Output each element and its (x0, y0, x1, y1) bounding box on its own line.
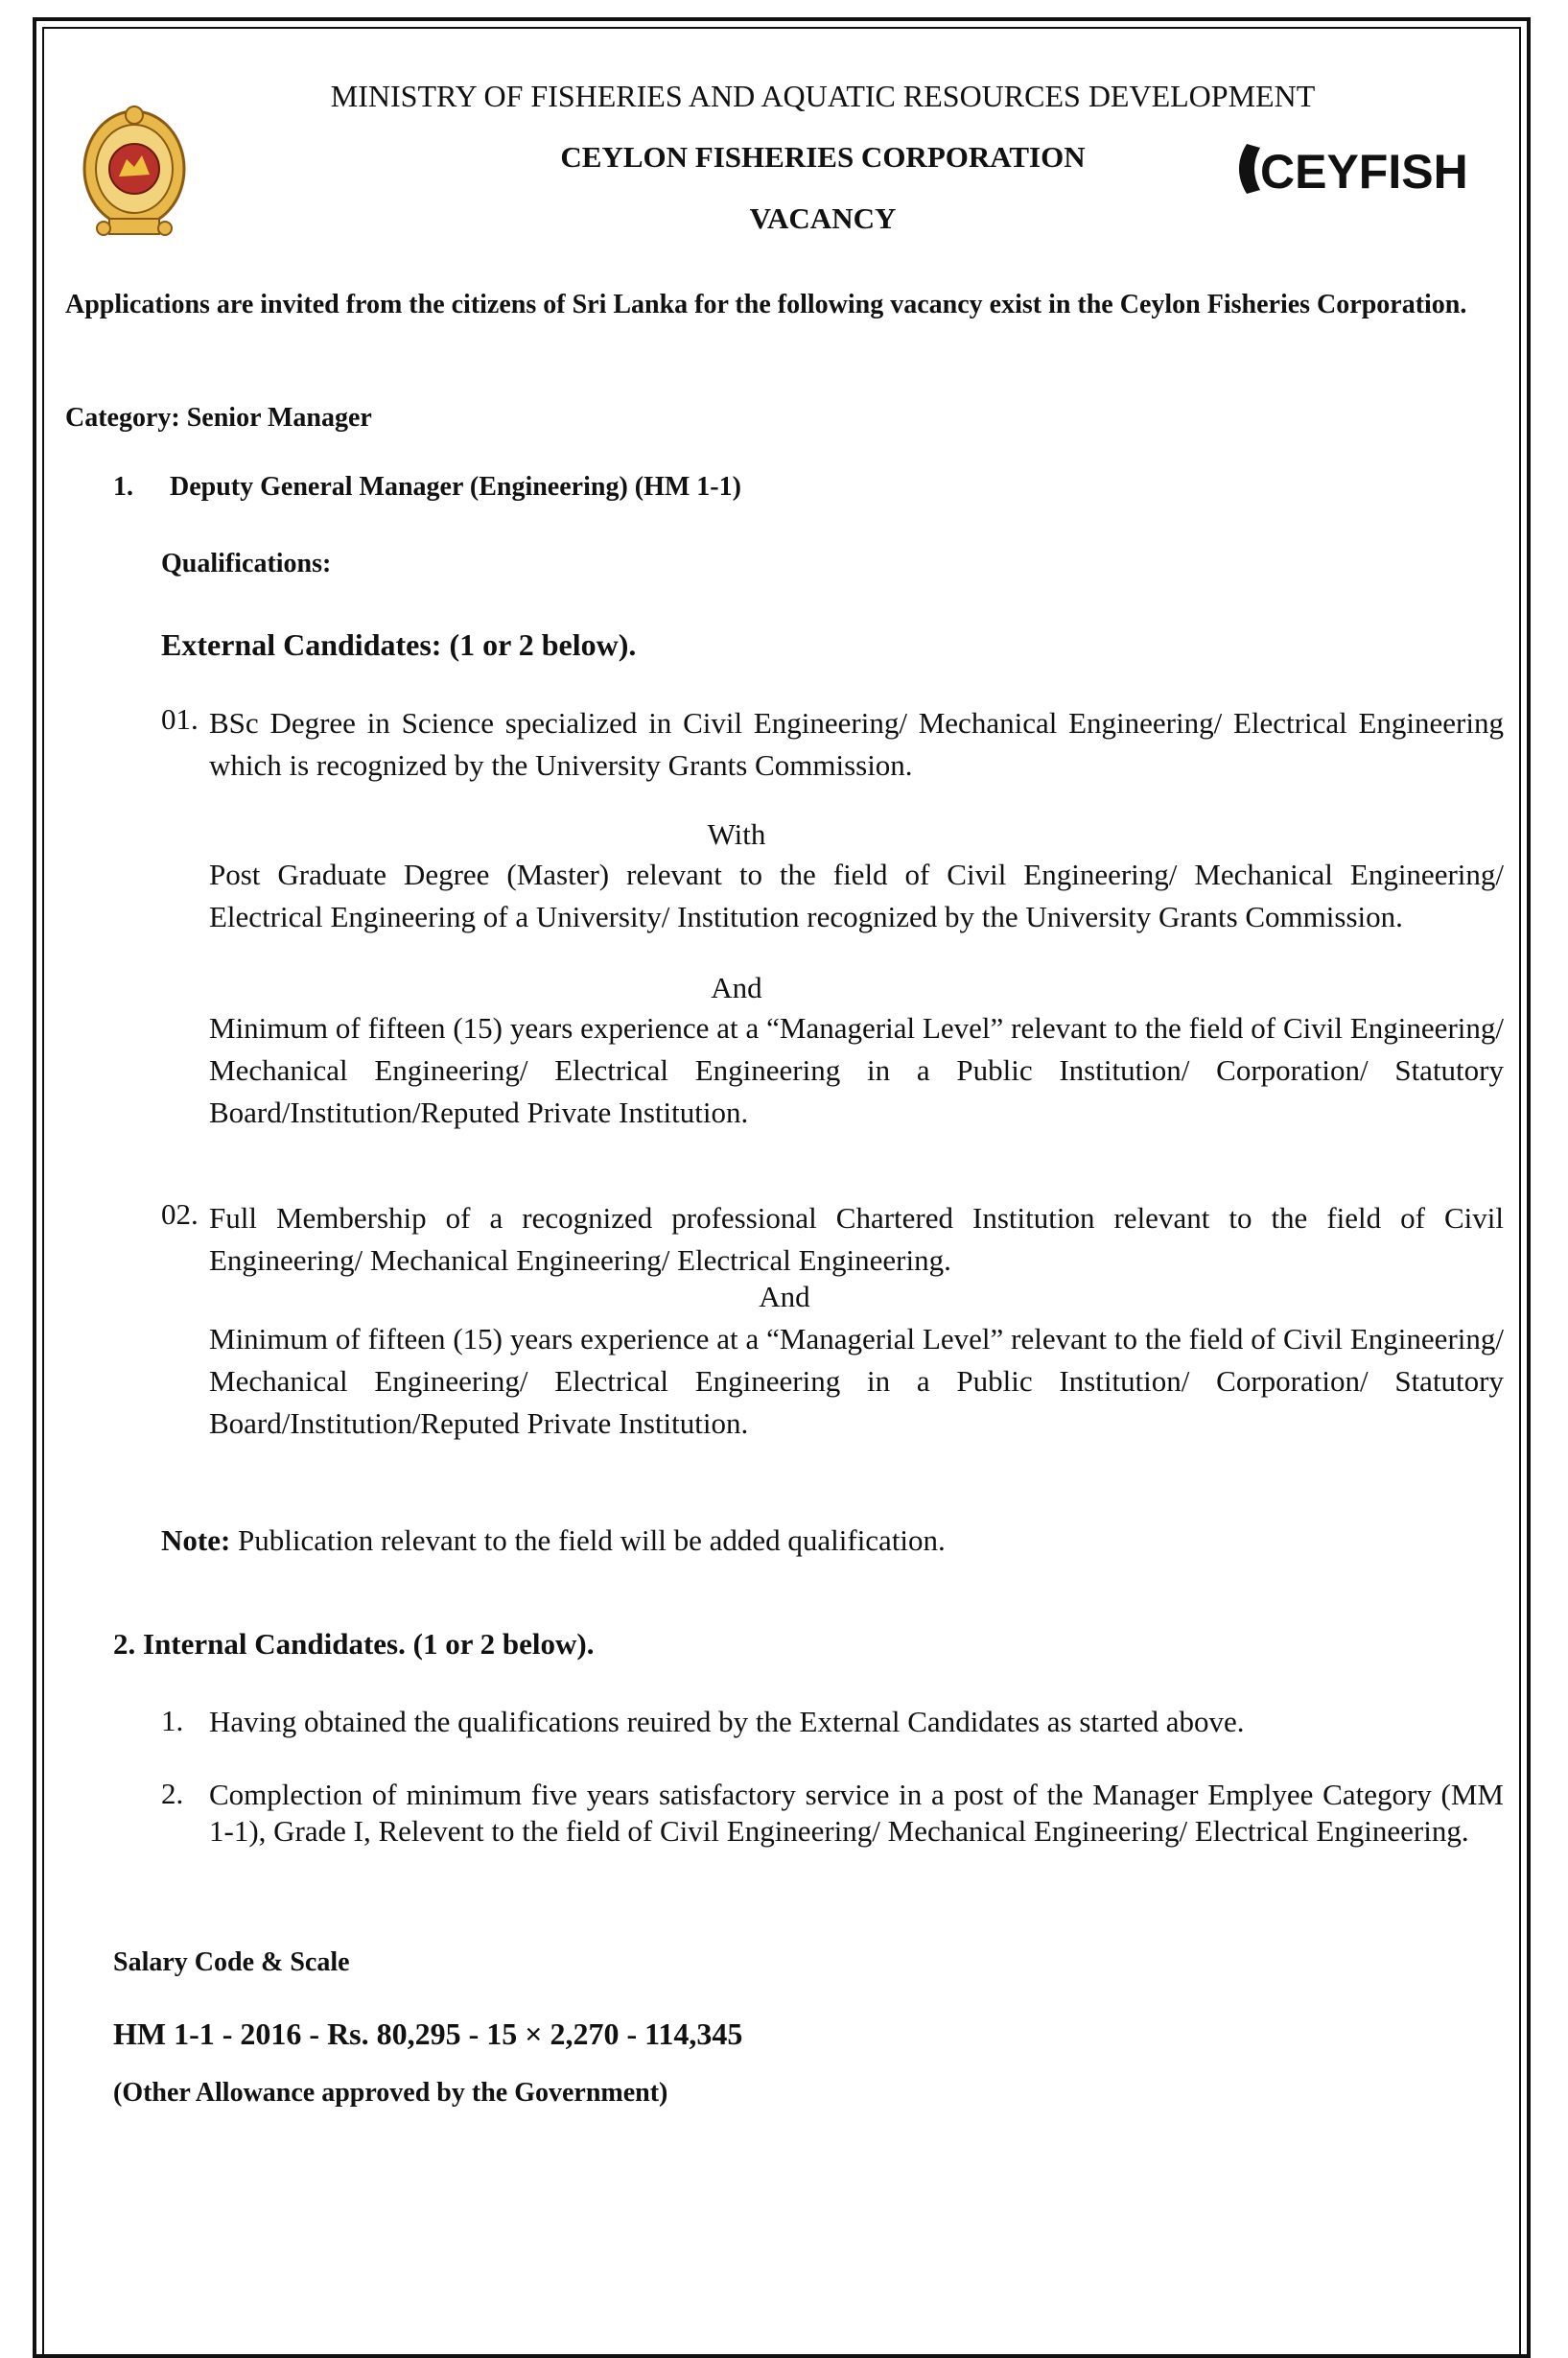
internal-item1-number: 1. (161, 1704, 184, 1737)
internal-item1-text: Having obtained the qualifications reuired by the External Candidates as started above. (209, 1705, 1245, 1738)
external-option2-number: 02. (161, 1197, 199, 1231)
ministry-title: MINISTRY OF FISHERIES AND AQUATIC RESOURCES DEVELOPMENT (330, 79, 1316, 113)
logo-text: CEYFISH (1260, 145, 1468, 199)
salary-scale: HM 1-1 - 2016 - Rs. 80,295 - 15 × 2,270 - 114,345 (113, 2016, 743, 2051)
internal-item2-text: Complection of minimum five years satisfactory service in a post of the Manager Emplyee Category (MM 1-1), Grade I, Relevent to the field of Civil Engineering/ Mechanical Engineering/ Electrical Engineering. (209, 1778, 1504, 1848)
position-heading (113, 472, 741, 503)
external-option1-postgrad: Post Graduate Degree (Master) relevant to the field of Civil Engineering/ Mechanical Engineering/ Electrical Engineering of a University/ Institution recognized by the University Grants Commission. (209, 858, 1504, 933)
external-option2-experience: Minimum of fifteen (15) years experience at a “Managerial Level” relevant to the field of Civil Engineering/ Mechanical Engineering/ Electrical Engineering in a Public Institution/ Corporation/ Statutory Board/Institution/Reputed Private Institution. (209, 1322, 1504, 1440)
internal-candidates-heading: 2. Internal Candidates. (1 or 2 below). (113, 1627, 595, 1661)
external-option1-experience: Minimum of fifteen (15) years experience at a “Managerial Level” relevant to the field of Civil Engineering/ Mechanical Engineering/ Electrical Engineering in a Public Institution/ Corporation/ Statutory Board/Institution/Reputed Private Institution. (209, 1011, 1504, 1129)
external-option1-degree: BSc Degree in Science specialized in Civil Engineering/ Mechanical Engineering/ Electrical Engineering which is recognized by the University Grants Commission. (209, 706, 1504, 782)
salary-allowance: (Other Allowance approved by the Government) (113, 2078, 668, 2108)
qualifications-label: Qualifications: (161, 549, 332, 578)
position-title: Deputy General Manager (Engineering) (HM 1-1) (170, 472, 741, 502)
internal-item2-number: 2. (161, 1777, 184, 1810)
category-label: Category: Senior Manager (65, 403, 372, 433)
external-candidates-heading: External Candidates: (1 or 2 below). (161, 627, 637, 662)
external-option2-and: And (759, 1280, 810, 1313)
external-option1-and: And (711, 971, 762, 1004)
external-option1-with: With (707, 817, 766, 851)
intro-paragraph: Applications are invited from the citizens of Sri Lanka for the following vacancy exist in the Ceylon Fisheries Corporation. (65, 290, 1467, 319)
external-option1-number: 01. (161, 702, 199, 736)
note (161, 1523, 946, 1558)
note-label: Note: (161, 1523, 231, 1557)
note-text: Publication relevant to the field will be added qualification. (230, 1523, 946, 1557)
page-border-inner (42, 27, 1521, 2358)
external-option2-membership: Full Membership of a recognized professional Chartered Institution relevant to the field of Civil Engineering/ Mechanical Engineering/ Electrical Engineering. (209, 1201, 1504, 1277)
position-number: 1. (113, 472, 133, 502)
vacancy-title: VACANCY (749, 201, 897, 235)
corporation-title: CEYLON FISHERIES CORPORATION (560, 140, 1086, 174)
salary-heading: Salary Code & Scale (113, 1947, 350, 1977)
